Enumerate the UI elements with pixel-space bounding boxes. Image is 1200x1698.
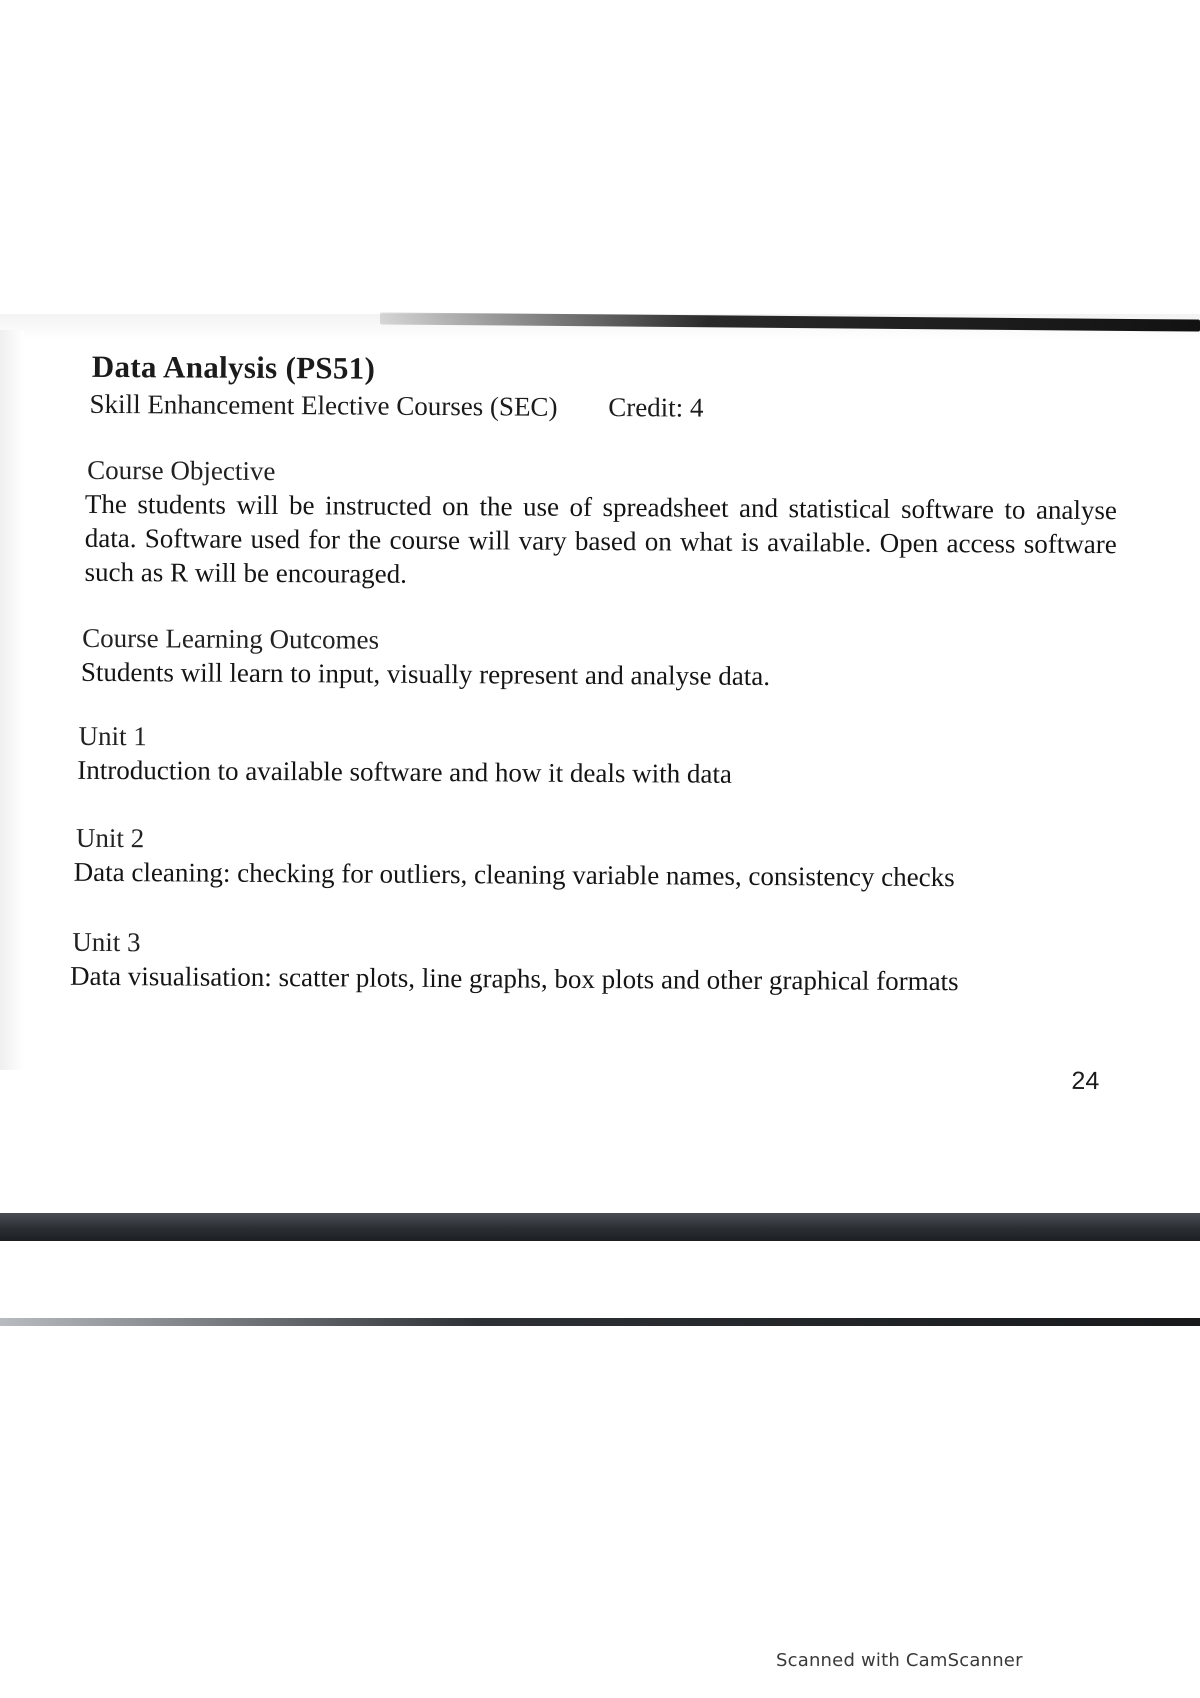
outcomes-heading: Course Learning Outcomes bbox=[82, 622, 380, 655]
unit-2-text: Data cleaning: checking for outliers, cleaning variable names, consistency checks bbox=[73, 856, 955, 893]
page-bottom-line bbox=[0, 1318, 1200, 1326]
unit-3-label: Unit 3 bbox=[72, 926, 141, 958]
unit-1-label: Unit 1 bbox=[78, 720, 147, 752]
scanned-page bbox=[0, 336, 1200, 1213]
course-credit: Credit: 4 bbox=[608, 392, 704, 423]
objective-heading: Course Objective bbox=[87, 454, 276, 487]
objective-text: The students will be instructed on the use of spreadsheet and statistical software to analyse data. Software used for the course will vary based on what is available. Open access software such as R will be encouraged. bbox=[84, 488, 1118, 589]
scanner-watermark: Scanned with CamScanner bbox=[776, 1650, 1023, 1671]
page-bottom-dark-band bbox=[0, 1213, 1200, 1241]
course-meta-row bbox=[90, 389, 704, 424]
course-title: Data Analysis (PS51) bbox=[91, 348, 376, 386]
unit-2-label: Unit 2 bbox=[75, 822, 145, 854]
page-number: 24 bbox=[1071, 1066, 1100, 1096]
course-type: Skill Enhancement Elective Courses (SEC) bbox=[89, 388, 558, 422]
unit-1-text: Introduction to available software and how it deals with data bbox=[77, 754, 733, 789]
unit-3-text: Data visualisation: scatter plots, line graphs, box plots and other graphical formats bbox=[70, 960, 959, 997]
outcomes-text: Students will learn to input, visually represent and analyse data. bbox=[80, 656, 771, 692]
